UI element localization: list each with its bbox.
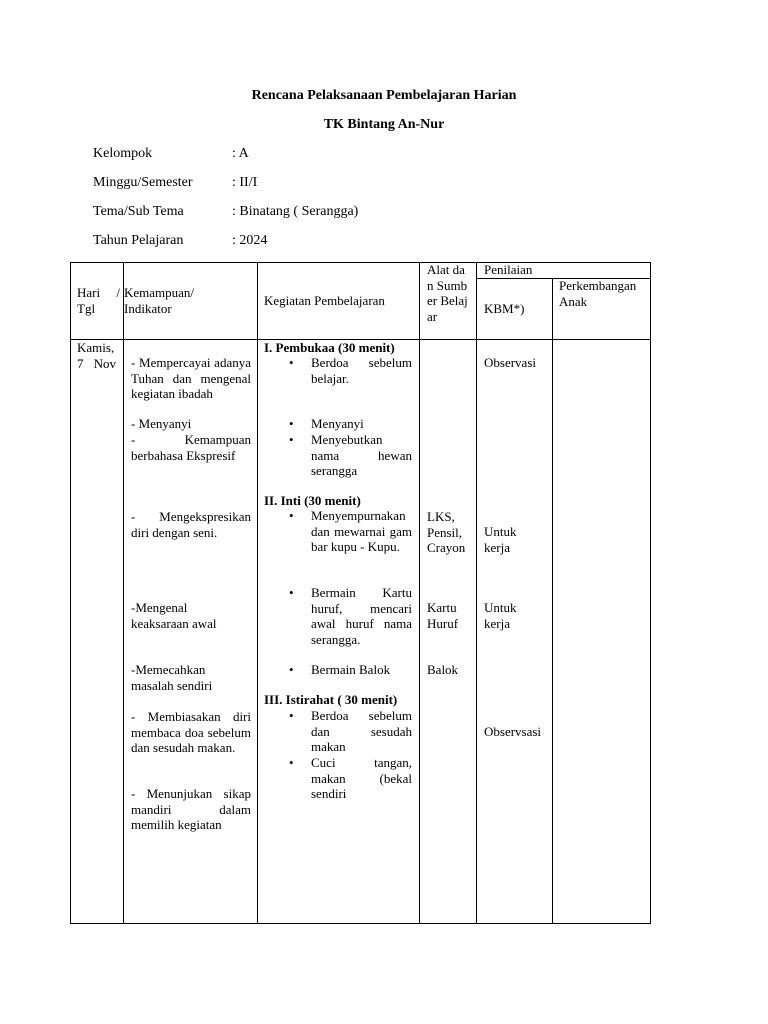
resource-item: Kartu Huruf (427, 600, 459, 631)
table-border (552, 278, 553, 924)
cell-hari-tgl: Kamis, 7 Nov (77, 340, 116, 371)
meta-label: Minggu/Semester (93, 175, 193, 190)
meta-value: : II/I (232, 175, 258, 190)
document-title: Rencana Pelaksanaan Pembelajaran Harian (251, 88, 517, 103)
table-border (257, 262, 258, 924)
activity-item: • Bermain Kartu huruf, mencari awal huruf nama serangga. (311, 585, 412, 647)
section-istirahat-title: III. Istirahat ( 30 menit) (264, 692, 398, 707)
header-kbm: KBM*) (484, 301, 525, 316)
table-border (70, 262, 71, 924)
assessment-item: Observasi (484, 355, 536, 370)
header-perkembangan: Perkembangan Anak (559, 278, 637, 309)
activity-item: • Berdoa sebelum dan sesudah makan (311, 708, 412, 755)
meta-label: Kelompok (93, 146, 153, 161)
indicator-item: - Kemampuan berbahasa Ekspresif (131, 432, 251, 463)
indicator-item: - Membiasakan diri membaca doa sebelum dan sesudah makan. (131, 709, 251, 755)
table-border (123, 262, 124, 924)
meta-value: : 2024 (232, 233, 268, 248)
indicator-item: -Mengenal keaksaraan awal (131, 600, 217, 631)
indicator-item: - Menyanyi (131, 416, 192, 431)
resource-item: Balok (427, 662, 459, 677)
activity-item: • Bermain Balok (311, 662, 412, 678)
meta-label: Tema/Sub Tema (93, 204, 184, 219)
activity-item: • Cuci tangan, makan (bekal sendiri (311, 755, 412, 802)
header-penilaian: Penilaian (484, 262, 533, 277)
meta-value: : Binatang ( Serangga) (232, 204, 359, 219)
indicator-item: - Menunjukan sikap mandiri dalam memilih kegiatan (131, 786, 251, 832)
header-kemampuan: Kemampuan/ Indikator (124, 285, 195, 316)
activity-item: • Menyempurnakan dan mewarnai gambar kupu - Kupu. (311, 508, 412, 555)
indicator-item: -Memecahkan masalah sendiri (131, 662, 213, 693)
header-hari-tgl: Hari / Tgl (77, 285, 120, 316)
header-kegiatan: Kegiatan Pembelajaran (264, 293, 385, 308)
school-name: TK Bintang An-Nur (323, 117, 445, 132)
assessment-item: Untuk kerja (484, 600, 517, 631)
activity-item: • Berdoa sebelum belajar. (311, 355, 412, 386)
table-border (70, 923, 651, 924)
table-border (70, 262, 651, 263)
header-alat: Alat dan Sumber Belajar (427, 262, 468, 324)
section-pembukaan-title: I. Pembukaa (30 menit) (264, 340, 395, 355)
activity-item: • Menyebutkan nama hewan serangga (311, 432, 412, 479)
indicator-item: - Mempercayai adanya Tuhan dan mengenal kegiatan ibadah (131, 355, 251, 401)
assessment-item: Untuk kerja (484, 524, 517, 555)
table-border (476, 262, 477, 924)
meta-label: Tahun Pelajaran (93, 233, 184, 248)
assessment-item: Observsasi (484, 724, 542, 739)
meta-value: : A (232, 146, 249, 161)
table-border (650, 262, 651, 924)
table-border (419, 262, 420, 924)
activity-item: • Menyanyi (311, 416, 412, 432)
section-inti-title: II. Inti (30 menit) (264, 493, 361, 508)
resource-item: LKS, Pensil, Crayon (427, 509, 466, 555)
indicator-item: - Mengekspresikan diri dengan seni. (131, 509, 251, 540)
